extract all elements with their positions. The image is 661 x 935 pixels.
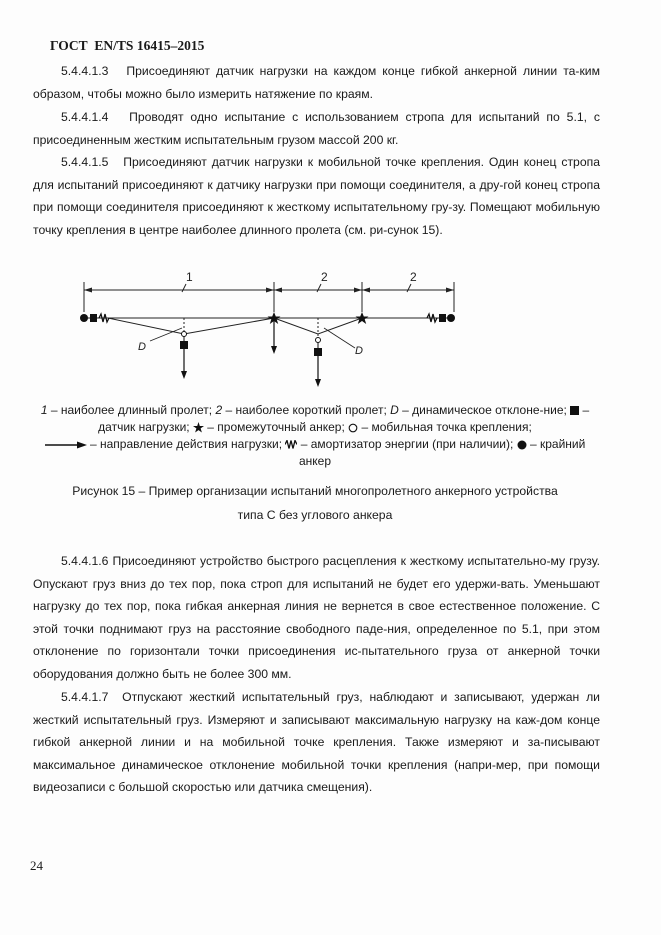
paragraph-5-4-4-1-3	[33, 60, 600, 105]
paragraph-5-4-4-1-6	[33, 550, 600, 685]
dimension-arrowhead	[266, 288, 274, 293]
dimension-arrowhead	[446, 288, 454, 293]
legend-d-symbol: D	[390, 403, 399, 417]
page-number: 24	[30, 858, 43, 873]
clause-text: Отпускают жесткий испытательный груз, наблюдают и записывают, удержан ли жесткий испытательный груз. Измеряют и записывают максимальную нагрузку на каж-дом конце гибкой анкерной линии и на мобильной точке крепления. Также измеряют и за-писывают максимальное динамическое отклонение мобильной точки крепления (напри-мер, при помощи видеозаписи с большой скоростью или датчика смещения).	[33, 690, 600, 794]
load-sensor-left	[90, 314, 97, 322]
load-sensor-mobile-1	[180, 341, 188, 349]
deflected-anchor-line	[108, 318, 274, 334]
mobile-anchor-icon	[348, 423, 358, 433]
load-sensor-icon	[570, 406, 579, 415]
clause-number: 5.4.4.1.5	[61, 155, 109, 169]
paragraph-5-4-4-1-5	[33, 151, 600, 241]
end-anchor-icon	[517, 440, 527, 450]
figure-15-diagram	[70, 262, 470, 392]
span-label-2b: 2	[410, 270, 417, 284]
clause-text: Присоединяют датчик нагрузки к мобильной точке крепления. Один конец стропа для испытаний присоединяют к датчику нагрузки при помощи соединителя, а дру-гой конец стропа при помощи соединителя присоединяют к жесткому испытательному гру-зу. Помещают мобильную точку крепления в центре наиболее длинного пролета (см. ри-сунок 15).	[33, 155, 600, 237]
deflection-label-1: D	[138, 341, 146, 353]
legend-2-number: 2	[215, 403, 223, 417]
legend-1-number: 1	[40, 403, 48, 417]
load-sensor-right	[439, 314, 446, 322]
legend-direction-text: – направление действия нагрузки;	[86, 437, 286, 451]
clause-number: 5.4.4.1.4	[61, 110, 109, 124]
dimension-arrowhead	[354, 288, 362, 293]
span-label-1: 1	[186, 270, 193, 284]
load-direction-arrowhead	[315, 379, 321, 387]
load-direction-arrowhead	[181, 371, 187, 379]
legend-d-text: – динамическое отклоне-ние;	[398, 403, 571, 417]
span-label-2: 2	[321, 270, 328, 284]
clause-text: Присоединяют устройство быстрого расцепления к жесткому испытательно-му грузу. Опускают груз вниз до тех пор, пока строп для испытаний не будет его удержи-вать. Уменьшают нагрузку до тех пор, пока гибкая анкерная линия не вернется в свое естественное положение. С этой точки поднимают груз на расстояние свободного паде-ния, определенное по 5.1, при этом отклонение по горизонтали точки присоединения ис-пытательного груза от анкерной точки оборудования должно быть не более 300 мм.	[33, 554, 601, 681]
legend-2-text: – наиболее короткий пролет;	[222, 403, 391, 417]
clause-number: 5.4.4.1.6	[61, 554, 109, 568]
clause-number: 5.4.4.1.3	[61, 64, 109, 78]
intermediate-anchor-icon	[193, 422, 204, 433]
paragraph-5-4-4-1-7	[33, 686, 600, 799]
legend-end-text: – крайний анкер	[298, 437, 586, 468]
figure-caption-line-2: типа С без углового анкера	[237, 508, 393, 522]
mobile-anchor-point-1	[182, 332, 187, 337]
label-leader	[182, 284, 186, 292]
dimension-arrowhead	[274, 288, 282, 293]
deflection-leader	[324, 328, 355, 348]
dimension-arrowhead	[84, 288, 92, 293]
energy-absorber-icon	[285, 440, 297, 449]
legend-mobile-text: – мобильная точка крепления;	[358, 420, 532, 434]
clause-text: Проводят одно испытание с использованием стропа для испытаний по 5.1, с присоединенным жестким испытательным грузом массой 200 кг.	[33, 110, 600, 147]
deflection-label-2: D	[355, 345, 363, 357]
paragraph-5-4-4-1-4	[33, 106, 600, 151]
load-direction-icon	[45, 441, 87, 449]
end-anchor-right	[447, 314, 455, 322]
legend-intermediate-text: – промежуточный анкер;	[203, 420, 349, 434]
clause-text: Присоединяют датчик нагрузки на каждом конце гибкой анкерной линии та-ким образом, чтобы можно было измерить натяжение по краям.	[33, 64, 600, 101]
load-sensor-mobile-2	[314, 348, 322, 356]
legend-1-text: – наиболее длинный пролет;	[47, 403, 216, 417]
standard-header: ГОСТ EN/TS 16415–2015	[50, 38, 205, 53]
load-direction-arrowhead	[271, 346, 277, 354]
dimension-arrowhead	[362, 288, 370, 293]
legend-absorber-text: – амортизатор энергии (при наличии);	[297, 437, 517, 451]
end-anchor-left	[80, 314, 88, 322]
clause-number: 5.4.4.1.7	[61, 690, 109, 704]
figure-legend	[30, 402, 600, 470]
legend-sensor-text: – датчик нагрузки;	[98, 403, 590, 434]
figure-caption-line-1: Рисунок 15 – Пример организации испытаний многопролетного анкерного устройства	[72, 484, 558, 498]
mobile-anchor-point-2	[316, 338, 321, 343]
label-leader	[407, 284, 411, 292]
label-leader	[317, 284, 321, 292]
